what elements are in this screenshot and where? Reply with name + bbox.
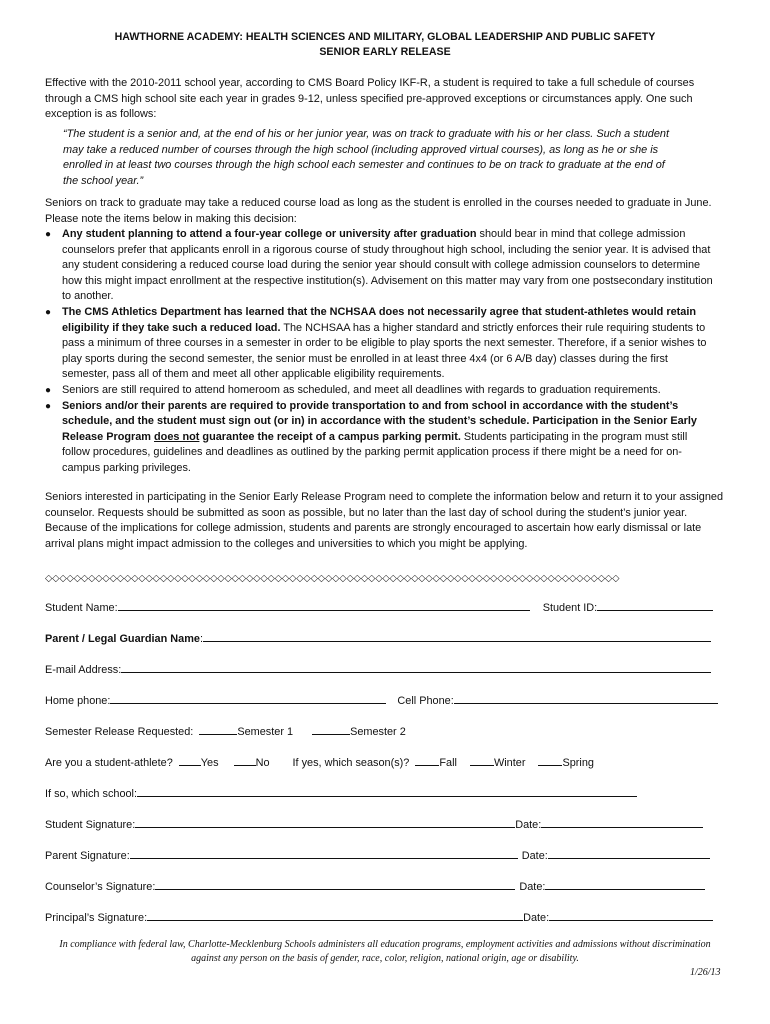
student-name-field[interactable] [118,599,530,611]
parent-signature-field[interactable] [130,847,518,859]
bullet-bold-text: guarantee the receipt of a campus parking permit. [199,430,461,443]
home-phone-label: Home phone: [45,695,111,707]
bullet-text: The NCHSAA has a higher standard and strictly enforces their rule requiring students to pass a minimum of three courses in a semester in order to be eligible to play sports the next semester. Therefore, if a senior wishes to play sports during the second semester, the senior must be enrolled in at least three 4x4 (or 6 A/B day) classes during the first semester, pass all of them and meet all other applicable eligibility requirements. [62,321,707,381]
footer-line-2: against any person on the basis of gender, race, color, religion, national origin, age or disability. [191,952,579,964]
parent-date-field[interactable] [548,847,710,859]
diamond-divider: ◇◇◇◇◇◇◇◇◇◇◇◇◇◇◇◇◇◇◇◇◇◇◇◇◇◇◇◇◇◇◇◇◇◇◇◇◇◇◇◇◇◇◇◇◇◇◇◇◇◇◇◇◇◇◇◇◇◇◇◇◇◇◇◇◇◇◇◇◇◇◇◇◇◇◇◇◇◇◇◇ [45,573,620,584]
bullet-bold-text: Any student planning to attend a four-year college or university after graduation [62,228,477,240]
semester2-label: Semester 2 [350,726,406,738]
winter-blank[interactable] [470,754,494,766]
bullet-underlined-text: does not [154,430,200,443]
bullet-text: Students participating in the program must still follow procedures, guidelines and deadlines as outlined by the parking permit application process if there might be a need for on-campus parking privileges. [62,430,688,474]
semester1-blank[interactable] [199,723,237,735]
school-row [45,785,725,803]
student-date-label: Date: [515,819,542,831]
counselor-signature-row [45,878,725,896]
winter-label: Winter [493,757,526,769]
semester2-blank[interactable] [312,723,350,735]
bullet-icon: ● [45,306,52,318]
phone-row [45,692,725,710]
bullet-bold-text: Seniors and/or their parents are required to provide transportation to and from school in accordance with the student’s schedule, and the student must sign out (or in) in accordance with the student’s schedule. Participation in the Senior Early Release Program [62,399,697,443]
athlete-label: Are you a student-athlete? [45,757,173,769]
athlete-no-blank[interactable] [234,754,256,766]
student-signature-row [45,816,725,834]
principal-signature-row [45,909,725,927]
counselor-signature-field[interactable] [155,878,515,890]
list-item [45,383,717,399]
student-signature-field[interactable] [135,816,515,828]
list-item [45,305,717,383]
season-label: If yes, which season(s)? [292,757,410,769]
cell-phone-field[interactable] [454,692,718,704]
eligibility-paragraph: Seniors on track to graduate may take a reduced course load as long as the student is enrolled in the courses needed to graduate in June. Please note the items below in making this decision: [45,197,712,225]
counselor-date-field[interactable] [545,878,705,890]
semester-row [45,723,725,741]
parent-signature-row [45,847,725,865]
principal-date-label: Date: [523,912,550,924]
revision-date: 1/26/13 [690,967,721,978]
email-row [45,661,725,679]
bullet-text: should bear in mind that college admission counselors prefer that applicants enroll in a rigorous course of study throughout high school, including the senior year. It is advised that any student considering a reduced course load during the senior year should consult with college admission counselors to determine how this might impact enrollment at the respective institution(s). Advisement on this matter may vary from one postsecondary institution to another. [62,228,713,303]
principal-signature-label: Principal’s Signature: [45,912,148,924]
student-id-field[interactable] [597,599,713,611]
student-name-row [45,599,725,617]
parent-name-label: Parent / Legal Guardian Name [45,633,200,645]
fall-label: Fall [439,757,457,769]
policy-quote: “The student is a senior and, at the end of his or her junior year, was on track to graduate with his or her class. Such a student may take a reduced number of courses through the high school (including approved virtual courses), as long as he or she is enrolled in at least two courses through the high school each semester and continues to be on track to graduate at the end of the school year.” [63,128,669,187]
parent-date-label: Date: [521,850,548,862]
email-label: E-mail Address: [45,664,122,676]
student-id-label: Student ID: [542,602,598,614]
school-field[interactable] [137,785,637,797]
bullet-icon: ● [45,384,52,396]
bullet-bold-text: The CMS Athletics Department has learned that the NCHSAA does not necessarily agree that student-athletes would retain eligibility if they take such a reduced load. [62,305,697,334]
principal-date-field[interactable] [549,909,713,921]
bullet-icon: ● [45,400,52,412]
athlete-yes-blank[interactable] [179,754,201,766]
athlete-no-label: No [255,757,270,769]
semester-label: Semester Release Requested: [45,726,194,738]
list-item [45,399,717,477]
bullet-text: Seniors are still required to attend homeroom as scheduled, and meet all deadlines with regards to graduation requirements. [62,383,661,396]
semester1-label: Semester 1 [237,726,294,738]
email-field[interactable] [121,661,711,673]
bullet-icon: ● [45,229,52,240]
header-title: HAWTHORNE ACADEMY: HEALTH SCIENCES AND MILITARY, GLOBAL LEADERSHIP AND PUBLIC SAFETY [114,31,656,43]
parent-name-colon: : [199,633,203,645]
school-label: If so, which school: [45,788,138,800]
counselor-signature-label: Counselor’s Signature: [45,881,156,893]
document-header [0,30,770,60]
spring-blank[interactable] [538,754,562,766]
nondiscrimination-notice [40,938,730,965]
cell-phone-label: Cell Phone: [397,695,454,707]
home-phone-field[interactable] [110,692,386,704]
intro-paragraph: Effective with the 2010-2011 school year, according to CMS Board Policy IKF-R, a student is required to take a full schedule of courses through a CMS high school site each year in grades 9-12, unless specified pre-approved exceptions or circumstances apply. One such exception is as follows: [45,77,695,121]
principal-signature-field[interactable] [147,909,523,921]
list-item [45,227,717,305]
student-date-field[interactable] [541,816,703,828]
student-signature-label: Student Signature: [45,819,136,831]
parent-signature-label: Parent Signature: [45,850,130,862]
header-subtitle: SENIOR EARLY RELEASE [319,46,451,58]
instructions-paragraph: Seniors interested in participating in the Senior Early Release Program need to complete the information below and return it to your assigned counselor. Requests should be submitted as soon as possible, but no later than the last day of school during the student’s junior year. Because of the implications for college admission, students and parents are strongly encouraged to ascertain how early dismissal or late arrival plans might impact admission to the colleges and universities to which you might be applying. [45,491,724,550]
footer-line-1: In compliance with federal law, Charlotte-Mecklenburg Schools administers all education programs, employment activities and admissions without discrimination [59,939,711,950]
athlete-yes-label: Yes [200,757,219,769]
considerations-list [45,227,717,477]
spring-label: Spring [562,757,594,769]
counselor-date-label: Date: [519,881,546,893]
athlete-row [45,754,725,772]
parent-name-field[interactable] [203,630,711,642]
parent-name-row [45,630,725,648]
fall-blank[interactable] [415,754,439,766]
student-name-label: Student Name: [45,602,118,614]
